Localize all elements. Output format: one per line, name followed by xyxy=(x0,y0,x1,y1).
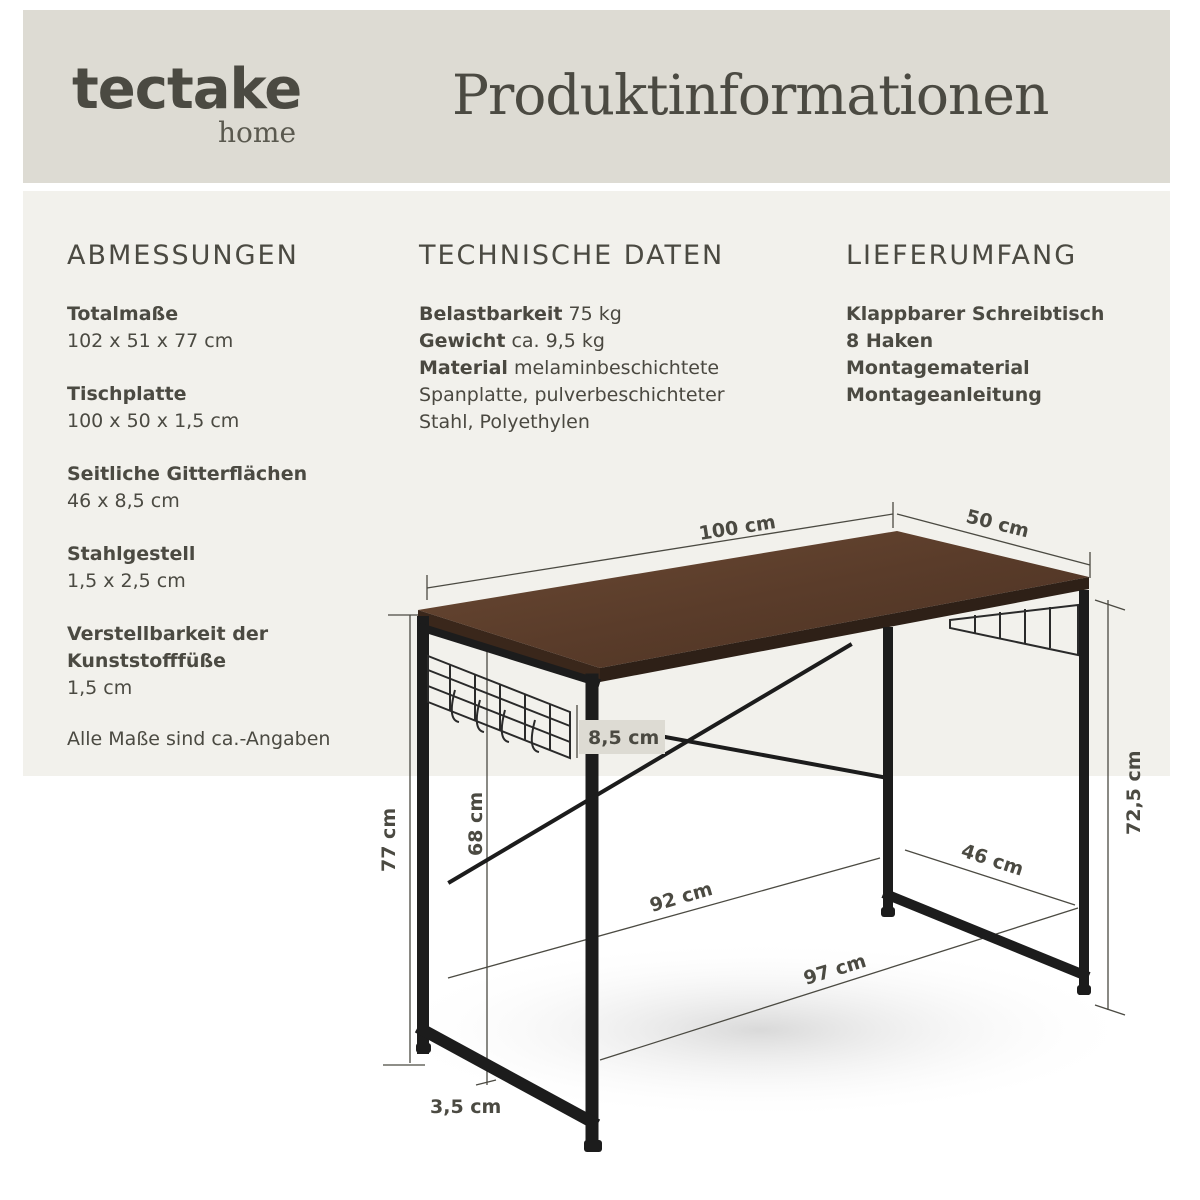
height-total-label: 77 cm xyxy=(378,807,400,872)
approx-note: Alle Maße sind ca.-Angaben xyxy=(67,728,331,750)
technical-heading: TECHNISCHE DATEN xyxy=(419,240,725,271)
item-value: 102 x 51 x 77 cm xyxy=(67,330,234,352)
height-right-label: 72,5 cm xyxy=(1123,750,1145,835)
item-label: Seitliche Gitterflächen xyxy=(67,463,308,485)
page-title: Produktinformationen xyxy=(452,63,1049,127)
scope-item: Montagematerial xyxy=(846,357,1030,379)
item-value: 1,5 cm xyxy=(67,677,133,699)
height-inner-label: 68 cm xyxy=(465,791,487,856)
dimensions-heading: ABMESSUNGEN xyxy=(67,240,299,271)
width-top-label: 100 cm xyxy=(697,511,778,545)
scope-heading: LIEFERUMFANG xyxy=(846,240,1078,271)
base-width-label: 97 cm xyxy=(801,949,869,990)
floor-shadow xyxy=(380,940,1140,1120)
material-label: Material xyxy=(419,357,508,379)
material-value: melaminbeschichtete Spanplatte, pulverbeschichteter Stahl, Polyethylen xyxy=(419,357,725,433)
weight-label: Gewicht xyxy=(419,330,506,352)
item-label: Totalmaße xyxy=(67,303,179,325)
load-label: Belastbarkeit xyxy=(419,303,563,325)
item-label: Stahlgestell xyxy=(67,543,196,565)
item-value: 46 x 8,5 cm xyxy=(67,490,180,512)
item-label: Tischplatte xyxy=(67,383,187,405)
item-value: 100 x 50 x 1,5 cm xyxy=(67,410,240,432)
side-depth-label: 46 cm xyxy=(958,839,1027,881)
depth-top-label: 50 cm xyxy=(963,505,1032,543)
weight-value: ca. 9,5 kg xyxy=(511,330,605,352)
brand-name: tectake xyxy=(72,57,302,122)
foot-label: 3,5 cm xyxy=(430,1096,502,1118)
scope-item: Klappbarer Schreibtisch xyxy=(846,303,1105,325)
side-grid-right xyxy=(950,605,1078,655)
scope-item: 8 Haken xyxy=(846,330,934,352)
brand-sub: home xyxy=(218,116,297,149)
scope-item: Montageanleitung xyxy=(846,384,1042,406)
item-value: 1,5 x 2,5 cm xyxy=(67,570,186,592)
grid-height-label: 8,5 cm xyxy=(588,727,660,749)
load-value: 75 kg xyxy=(568,303,622,325)
item-label: Verstellbarkeit der Kunststofffüße xyxy=(67,623,269,672)
inner-width-label: 92 cm xyxy=(647,877,716,917)
